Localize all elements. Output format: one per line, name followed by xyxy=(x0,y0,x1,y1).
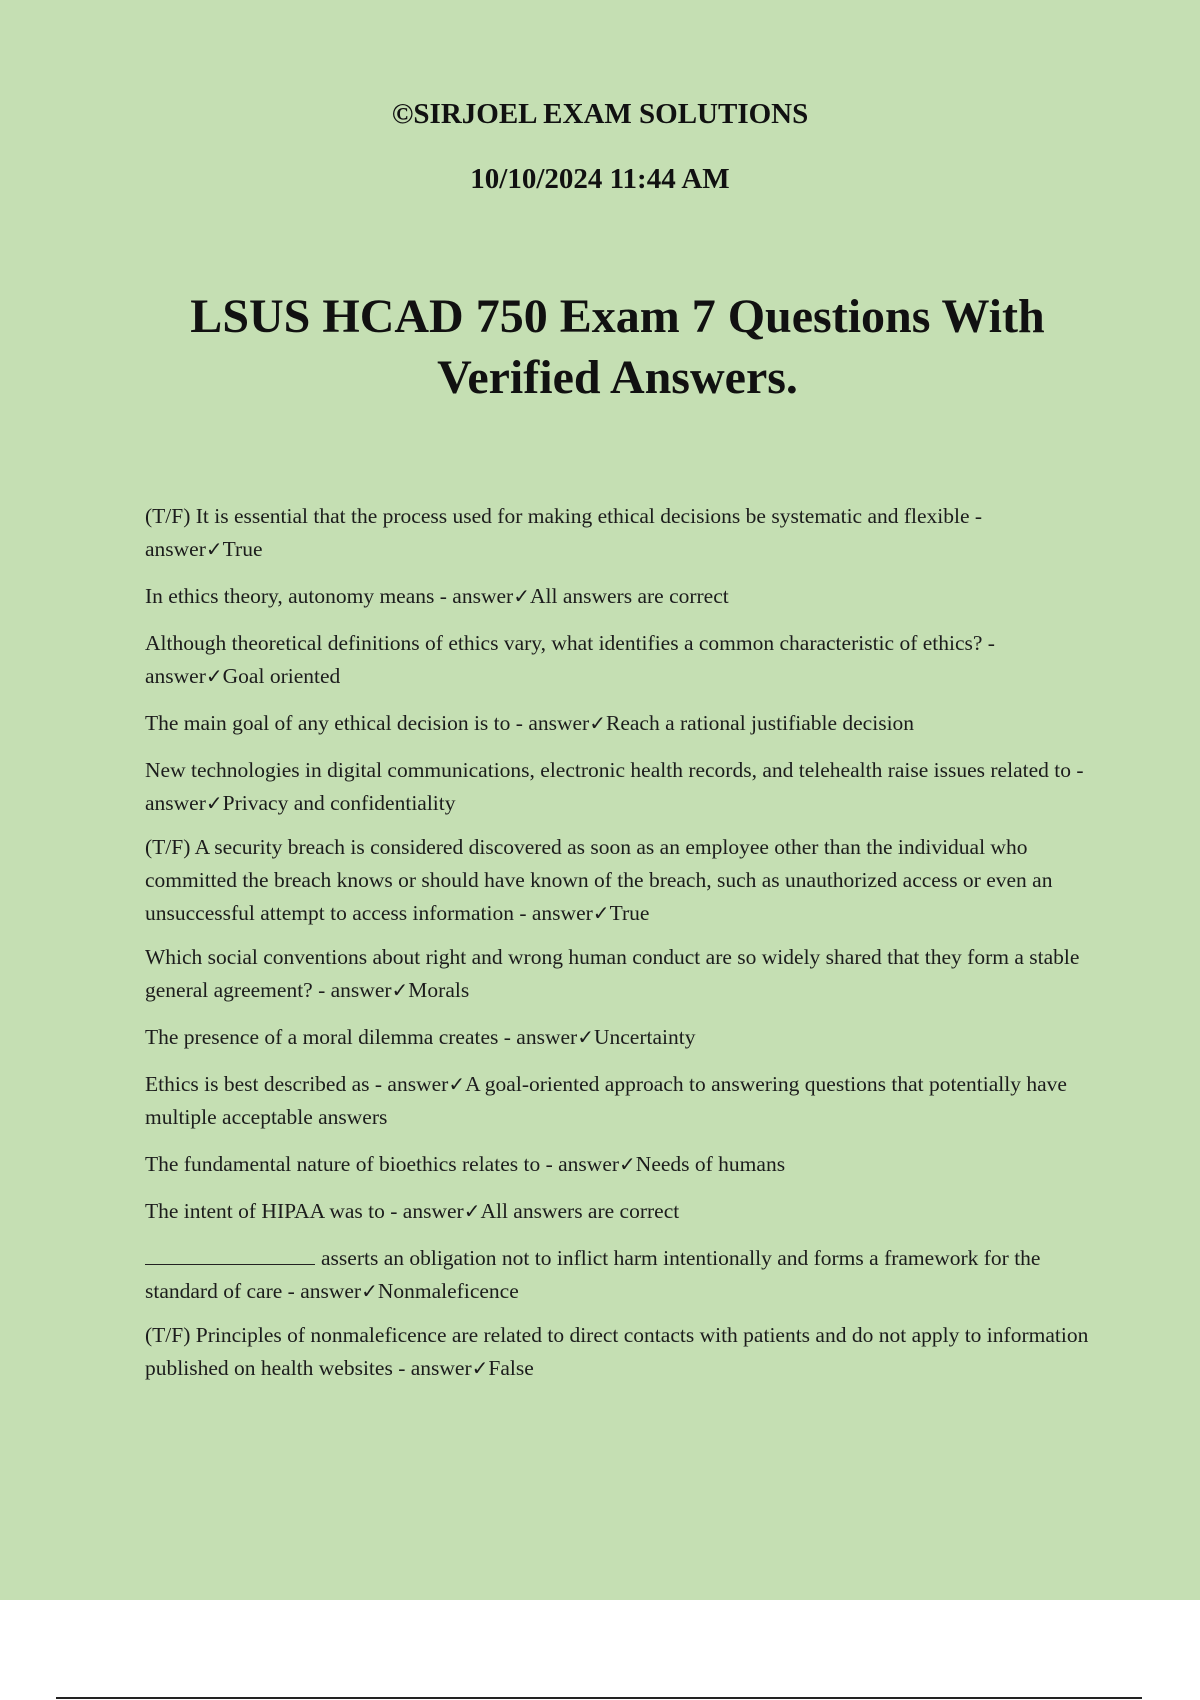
check-mark-icon: ✓ xyxy=(577,1025,594,1049)
header-organization: ©SIRJOEL EXAM SOLUTIONS xyxy=(391,98,809,130)
answer-text: Nonmaleficence xyxy=(377,1279,519,1303)
check-mark-icon: ✓ xyxy=(592,901,610,925)
fill-in-blank-line xyxy=(145,1246,315,1265)
qa-item xyxy=(145,1068,1090,1134)
check-mark-icon: ✓ xyxy=(619,1152,636,1176)
question-text: The fundamental nature of bioethics relates to xyxy=(145,1152,541,1176)
question-text: asserts an obligation not to inflict harm intentionally and forms a framework for the standard of care xyxy=(145,1246,1041,1303)
check-mark-icon: ✓ xyxy=(448,1072,466,1096)
question-text: The presence of a moral dilemma creates xyxy=(145,1025,499,1049)
question-text: (T/F) A security breach is considered discovered as soon as an employee other than the individual who committed the breach knows or should have known of the breach, such as unauthorized access or even an unsuccessful attempt to access information xyxy=(145,835,1053,925)
qa-item xyxy=(145,627,1090,693)
check-mark-icon: ✓ xyxy=(205,791,223,815)
answer-text: True xyxy=(609,901,650,925)
qa-item xyxy=(145,1195,1090,1228)
answer-prefix: - answer xyxy=(145,758,1084,815)
answer-prefix: - answer xyxy=(145,504,983,561)
answer-prefix: - answer xyxy=(145,631,995,688)
answer-text: All answers are correct xyxy=(529,584,729,608)
answer-text: All answers are correct xyxy=(480,1199,680,1223)
check-mark-icon: ✓ xyxy=(471,1356,489,1380)
header-datetime: 10/10/2024 11:44 AM xyxy=(470,163,730,195)
check-mark-icon: ✓ xyxy=(463,1199,481,1223)
answer-text: False xyxy=(488,1356,534,1380)
question-text: The intent of HIPAA was to xyxy=(145,1199,385,1223)
answer-prefix: - answer xyxy=(390,1199,464,1223)
answer-prefix: - answer xyxy=(545,1152,620,1176)
answer-prefix: - answer xyxy=(503,1025,578,1049)
question-answer-list xyxy=(145,500,1090,1399)
check-mark-icon: ✓ xyxy=(361,1279,378,1303)
question-text: In ethics theory, autonomy means xyxy=(145,584,435,608)
answer-text: Goal oriented xyxy=(222,664,341,688)
answer-text: Privacy and confidentiality xyxy=(222,791,456,815)
answer-text: Uncertainty xyxy=(593,1025,696,1049)
footer-divider xyxy=(56,1697,1142,1699)
question-text: New technologies in digital communications, electronic health records, and telehealth raise issues related to xyxy=(145,758,1071,782)
answer-prefix: - answer xyxy=(398,1356,472,1380)
answer-prefix: - answer xyxy=(318,978,392,1002)
answer-prefix: - answer xyxy=(287,1279,362,1303)
answer-prefix: - answer xyxy=(515,711,590,735)
check-mark-icon: ✓ xyxy=(205,664,223,688)
question-text: (T/F) Principles of nonmaleficence are related to direct contacts with patients and do not apply to information published on health websites xyxy=(145,1323,1089,1380)
question-text: (T/F) It is essential that the process used for making ethical decisions be systematic and flexible xyxy=(145,504,970,528)
answer-text: Reach a rational justifiable decision xyxy=(605,711,915,735)
answer-text: Morals xyxy=(408,978,470,1002)
answer-text: Needs of humans xyxy=(635,1152,786,1176)
check-mark-icon: ✓ xyxy=(513,584,530,608)
answer-text: A goal-oriented approach to answering questions that potentially have multiple acceptable answers xyxy=(145,1072,1067,1129)
answer-prefix: - answer xyxy=(519,901,593,925)
answer-prefix: - answer xyxy=(374,1072,449,1096)
qa-item xyxy=(145,707,1090,740)
qa-item xyxy=(145,580,1090,613)
check-mark-icon: ✓ xyxy=(391,978,409,1002)
question-text: Which social conventions about right and wrong human conduct are so widely shared that they form a stable general agreement? xyxy=(145,945,1080,1002)
question-text: The main goal of any ethical decision is to xyxy=(145,711,511,735)
qa-item xyxy=(145,754,1090,820)
question-text: Ethics is best described as xyxy=(145,1072,370,1096)
document-title: LSUS HCAD 750 Exam 7 Questions With Verified Answers. xyxy=(190,290,1045,404)
qa-item xyxy=(145,1319,1090,1385)
qa-item xyxy=(145,1021,1090,1054)
question-text: Although theoretical definitions of ethics vary, what identifies a common characteristic of ethics? xyxy=(145,631,983,655)
qa-item xyxy=(145,941,1090,1007)
qa-item xyxy=(145,1242,1090,1308)
qa-item xyxy=(145,831,1090,930)
answer-text: True xyxy=(222,537,263,561)
qa-item xyxy=(145,1148,1090,1181)
answer-prefix: - answer xyxy=(439,584,514,608)
check-mark-icon: ✓ xyxy=(589,711,606,735)
check-mark-icon: ✓ xyxy=(205,537,223,561)
qa-item xyxy=(145,500,1090,566)
